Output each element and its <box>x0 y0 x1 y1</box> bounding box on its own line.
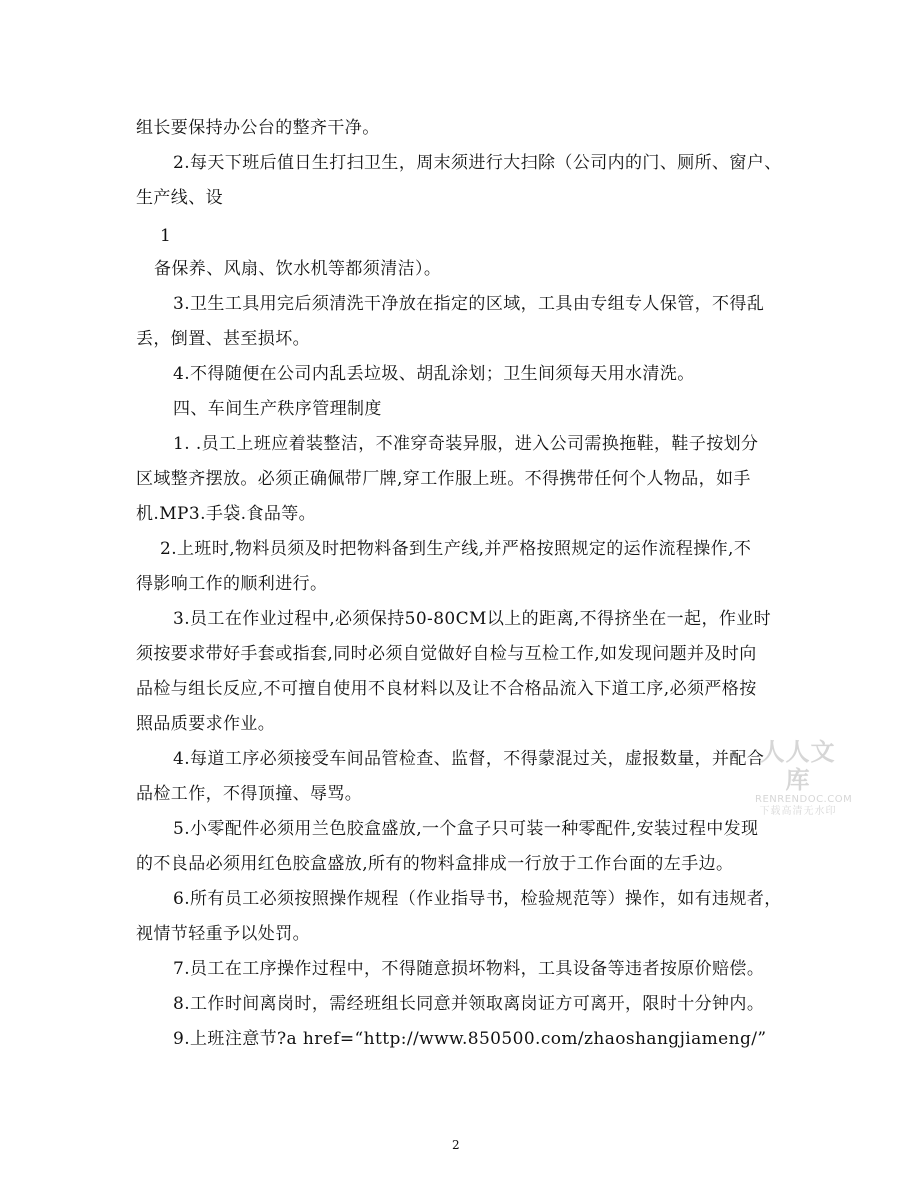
watermark-domain-text: RENRENDOC.COM <box>755 794 853 805</box>
text-line-22: 的不良品必须用红色胶盒盛放,所有的物料盒排成一行放于工作台面的左手边。 <box>136 854 734 874</box>
page-number: 2 <box>452 1138 460 1152</box>
text-line-4: 1 <box>160 226 172 246</box>
text-line-19: 4.每道工序必须接受车间品管检查、监督，不得蒙混过关，虚报数量，并配合 <box>173 749 765 769</box>
text-line-7: 丢，倒置、甚至损坏。 <box>136 329 310 349</box>
text-line-25: 7.员工在工序操作过程中，不得随意损坏物料，工具设备等违者按原价赔偿。 <box>173 959 765 979</box>
text-line-16: 须按要求带好手套或指套,同时必须自觉做好自检与互检工作,如发现问题并及时向 <box>136 644 757 664</box>
text-line-27: 9.上班注意节?a href=“http://www.850500.com/zhaoshangjiameng/” <box>173 1029 767 1049</box>
text-line-20: 品检工作，不得顶撞、辱骂。 <box>136 784 363 804</box>
text-line-6: 3.卫生工具用完后须清洗干净放在指定的区域，工具由专组专人保管，不得乱 <box>173 294 765 314</box>
watermark-logo <box>755 738 853 817</box>
text-line-24: 视情节轻重予以处罚。 <box>136 924 310 944</box>
text-line-21: 5.小零配件必须用兰色胶盒盛放,一个盒子只可装一种零配件,安装过程中发现 <box>173 819 759 839</box>
text-line-8: 4.不得随便在公司内乱丢垃圾、胡乱涂划；卫生间须每天用水清洗。 <box>173 364 695 384</box>
text-line-18: 照品质要求作业。 <box>136 714 276 734</box>
text-line-26: 8.工作时间离岗时，需经班组长同意并领取离岗证方可离开，限时十分钟内。 <box>173 994 765 1014</box>
text-line-3: 生产线、设 <box>136 188 223 208</box>
text-line-2: 2.每天下班后值日生打扫卫生，周末须进行大扫除（公司内的门、厕所、窗户、 <box>173 153 782 173</box>
text-line-17: 品检与组长反应,不可擅自使用不良材料以及让不合格品流入下道工序,必须严格按 <box>136 679 757 699</box>
text-line-9: 四、车间生产秩序管理制度 <box>173 399 382 419</box>
text-line-5: 备保养、风扇、饮水机等都须清洁）。 <box>154 259 442 279</box>
text-line-15: 3.员工在作业过程中,必须保持50-80CM以上的距离,不得挤坐在一起，作业时 <box>173 609 772 629</box>
text-line-13: 2.上班时,物料员须及时把物料备到生产线,并严格按照规定的运作流程操作,不 <box>160 539 752 559</box>
text-line-14: 得影响工作的顺利进行。 <box>136 574 328 594</box>
text-line-23: 6.所有员工必须按照操作规程（作业指导书，检验规范等）操作，如有违规者， <box>173 889 782 909</box>
watermark-slogan-text: 下载高清无水印 <box>759 806 837 817</box>
text-line-10: 1. .员工上班应着装整洁，不准穿奇装异服，进入公司需换拖鞋，鞋子按划分 <box>173 434 759 454</box>
watermark-logo-text: 人人文库 <box>760 738 836 794</box>
text-line-11: 区域整齐摆放。必须正确佩带厂牌,穿工作服上班。不得携带任何个人物品，如手 <box>136 469 751 489</box>
text-line-1: 组长要保持办公台的整齐干净。 <box>136 118 380 138</box>
text-line-12: 机.MP3.手袋.食品等。 <box>136 504 317 524</box>
